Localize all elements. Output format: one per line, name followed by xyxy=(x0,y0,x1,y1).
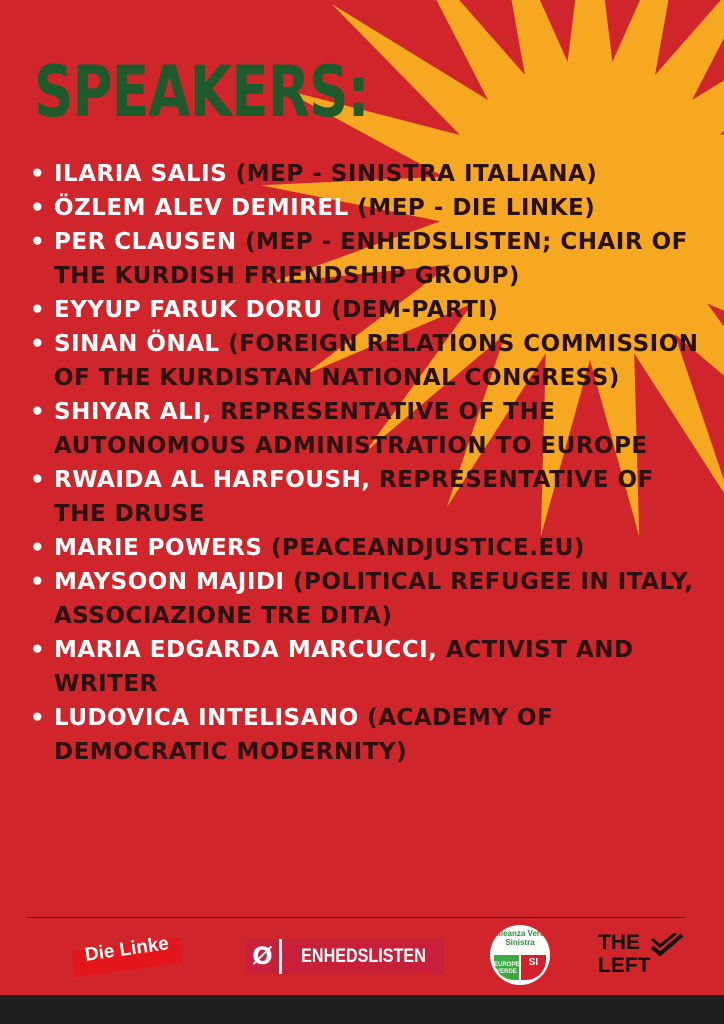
europa-verde-half xyxy=(494,955,519,980)
die-linke-logo[interactable] xyxy=(70,933,184,979)
enhedslisten-logo[interactable] xyxy=(246,939,444,974)
speaker-role: REPRESENTATIVE OF THE AUTONOMOUS ADMINISTRATION TO EUROPE xyxy=(54,399,648,459)
speaker-name: MAYSOON MAJIDI xyxy=(54,569,285,595)
divider xyxy=(28,917,684,918)
speaker-name: RWAIDA AL HARFOUSH, xyxy=(54,467,371,493)
speaker-item xyxy=(30,633,710,701)
the-left-logo[interactable] xyxy=(598,931,688,981)
enhedslisten-symbol: Ø xyxy=(246,939,282,974)
speaker-role: (POLITICAL REFUGEE IN ITALY, ASSOCIAZIONE TRE DITA) xyxy=(54,569,694,629)
europa-verde-label: EUROPE VERDE xyxy=(494,962,520,975)
speaker-item xyxy=(30,191,710,225)
speaker-name: SHIYAR ALI, xyxy=(54,399,212,425)
speaker-name: SINAN ÖNAL xyxy=(54,331,220,357)
sinistra-italiana-half xyxy=(521,955,546,980)
speaker-role: ACTIVIST AND WRITER xyxy=(54,637,634,697)
speaker-role: (MEP - DIE LINKE) xyxy=(348,195,596,221)
avs-label: Alleanza Verdi Sinistra xyxy=(492,929,548,947)
speaker-name: ILARIA SALIS xyxy=(54,161,228,187)
check-icon xyxy=(650,933,684,957)
speaker-name: MARIA EDGARDA MARCUCCI, xyxy=(54,637,438,663)
enhedslisten-label: ENHEDSLISTEN xyxy=(301,946,426,967)
page-title: SPEAKERS: xyxy=(34,51,369,133)
the-left-label: THE LEFT xyxy=(598,931,651,977)
speaker-role: (ACADEMY OF DEMOCRATIC MODERNITY) xyxy=(54,705,554,765)
speaker-role: (MEP - ENHEDSLISTEN; CHAIR OF THE KURDISH FRIENDSHIP GROUP) xyxy=(54,229,688,289)
speaker-item xyxy=(30,463,710,531)
partner-logos xyxy=(0,925,724,990)
speaker-name: MARIE POWERS xyxy=(54,535,263,561)
speaker-item xyxy=(30,327,710,395)
speaker-name: LUDOVICA INTELISANO xyxy=(54,705,359,731)
speaker-role: (MEP - SINISTRA ITALIANA) xyxy=(227,161,598,187)
speaker-name: PER CLAUSEN xyxy=(54,229,237,255)
speaker-item xyxy=(30,565,710,633)
speaker-item xyxy=(30,701,710,769)
speaker-name: EYYUP FARUK DORU xyxy=(54,297,323,323)
sinistra-italiana-label: SI xyxy=(528,957,539,968)
speaker-item xyxy=(30,157,710,191)
speaker-item xyxy=(30,395,710,463)
speaker-item xyxy=(30,225,710,293)
speaker-item xyxy=(30,293,710,327)
speaker-name: ÖZLEM ALEV DEMIREL xyxy=(54,195,349,221)
speaker-item xyxy=(30,531,710,565)
speaker-list xyxy=(30,157,710,769)
speaker-role: (PEACEANDJUSTICE.EU) xyxy=(262,535,585,561)
die-linke-label: Die Linke xyxy=(83,933,171,966)
speaker-role: (DEM-PARTI) xyxy=(322,297,499,323)
speaker-role: REPRESENTATIVE OF THE DRUSE xyxy=(54,467,654,527)
speaker-role: (FOREIGN RELATIONS COMMISSION OF THE KURDISTAN NATIONAL CONGRESS) xyxy=(54,331,699,391)
footer-bar xyxy=(0,995,724,1024)
avs-logo[interactable] xyxy=(490,925,550,985)
